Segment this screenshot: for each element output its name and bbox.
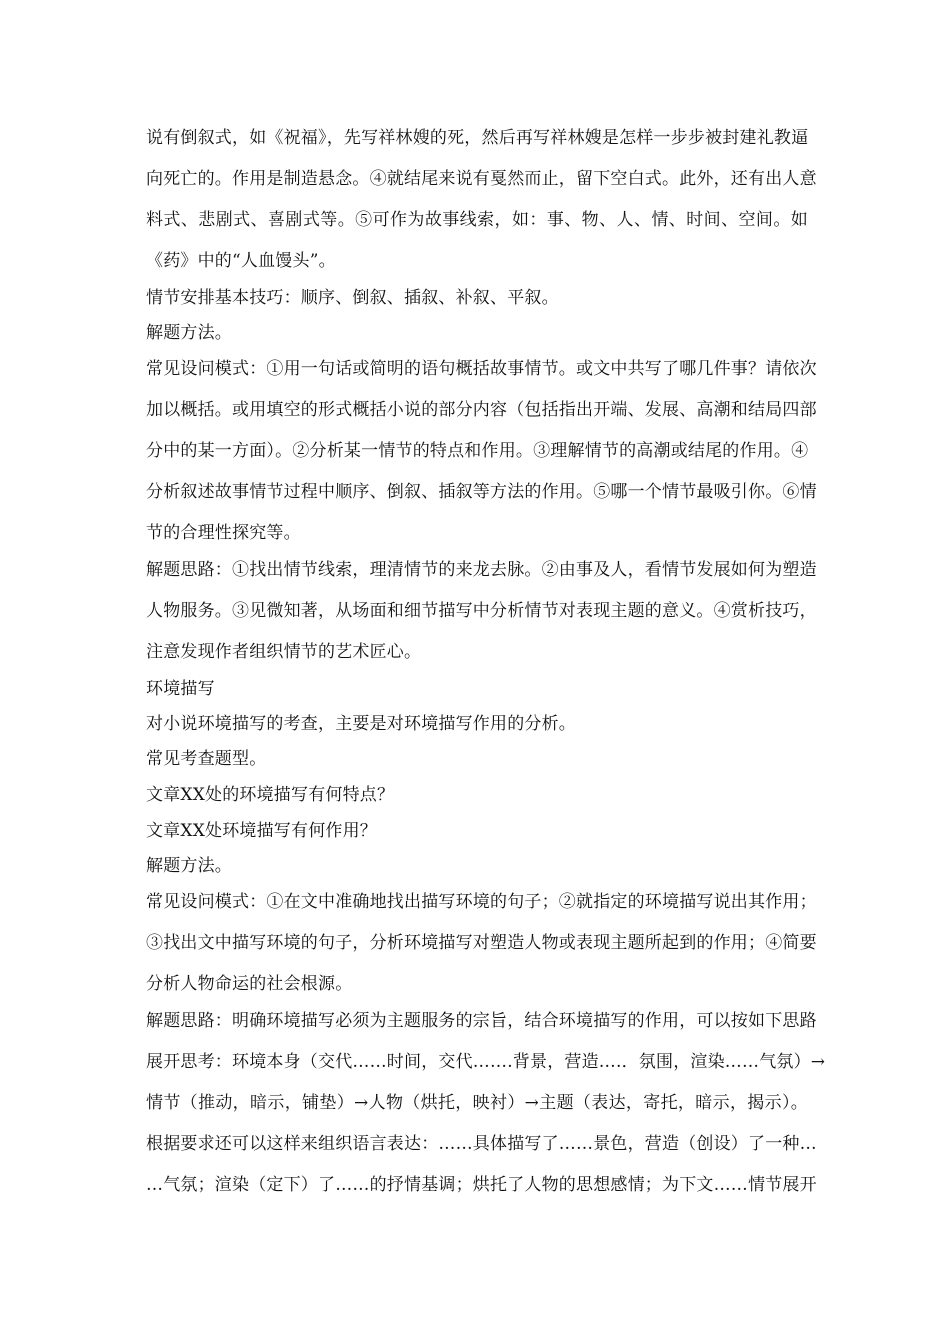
text-line: 常见设问模式：①在文中准确地找出描写环境的句子；②就指定的环境描写说出其作用； xyxy=(146,892,817,912)
text-line: 情节（推动，暗示，铺垫）→人物（烘托，映衬）→主题（表达，寄托，暗示，揭示）。 xyxy=(146,1093,808,1113)
text-line: 分析人物命运的社会根源。 xyxy=(146,974,353,994)
text-line: 解题思路：明确环境描写必须为主题服务的宗旨，结合环境描写的作用，可以按如下思路 xyxy=(146,1011,817,1031)
text-line: 人物服务。③见微知著，从场面和细节描写中分析情节对表现主题的意义。④赏析技巧， xyxy=(146,601,817,621)
text-line: 分中的某一方面）。②分析某一情节的特点和作用。③理解情节的高潮或结尾的作用。④ xyxy=(146,441,809,461)
text-line: 根据要求还可以这样来组织语言表达：……具体描写了……景色，营造（创设）了一种… xyxy=(146,1134,817,1154)
section-heading: 环境描写 xyxy=(146,679,215,699)
text-line: 说有倒叙式，如《祝福》，先写祥林嫂的死，然后再写祥林嫂是怎样一步步被封建礼教逼 xyxy=(146,128,809,148)
text-line: 解题方法。 xyxy=(146,856,232,876)
text-line: ③找出文中描写环境的句子，分析环境描写对塑造人物或表现主题所起到的作用；④简要 xyxy=(146,933,817,953)
text-line: 对小说环境描写的考查，主要是对环境描写作用的分析。 xyxy=(146,714,576,734)
text-line: 注意发现作者组织情节的艺术匠心。 xyxy=(146,642,422,662)
text-line: 加以概括。或用填空的形式概括小说的部分内容（包括指出开端、发展、高潮和结局四部 xyxy=(146,400,817,420)
text-line: 常见考查题型。 xyxy=(146,749,267,769)
text-line: 向死亡的。作用是制造悬念。④就结尾来说有戛然而止，留下空白式。此外，还有出人意 xyxy=(146,169,817,189)
text-line: 文章XX处的环境描写有何特点？ xyxy=(146,785,395,805)
text-line: 《药》中的“人血馒头”。 xyxy=(146,251,336,271)
text-line: 解题方法。 xyxy=(146,323,232,343)
text-line: 料式、悲剧式、喜剧式等。⑤可作为故事线索，如：事、物、人、情、时间、空间。如 xyxy=(146,210,808,230)
text-line: 常见设问模式：①用一句话或简明的语句概括故事情节。或文中共写了哪几件事？请依次 xyxy=(146,359,817,379)
text-line: 展开思考：环境本身（交代……时间，交代…….背景，营造….．氛围，渲染……气氛）→ xyxy=(146,1052,826,1072)
text-line: 节的合理性探究等。 xyxy=(146,523,301,543)
text-line: …气氛；渲染（定下）了……的抒情基调；烘托了人物的思想感情；为下文……情节展开 xyxy=(146,1175,817,1195)
text-line: 情节安排基本技巧：顺序、倒叙、插叙、补叙、平叙。 xyxy=(146,288,559,308)
text-line: 文章XX处环境描写有何作用？ xyxy=(146,821,378,841)
text-line: 分析叙述故事情节过程中顺序、倒叙、插叙等方法的作用。⑤哪一个情节最吸引你。⑥情 xyxy=(146,482,817,502)
text-line: 解题思路：①找出情节线索，理清情节的来龙去脉。②由事及人，看情节发展如何为塑造 xyxy=(146,560,817,580)
